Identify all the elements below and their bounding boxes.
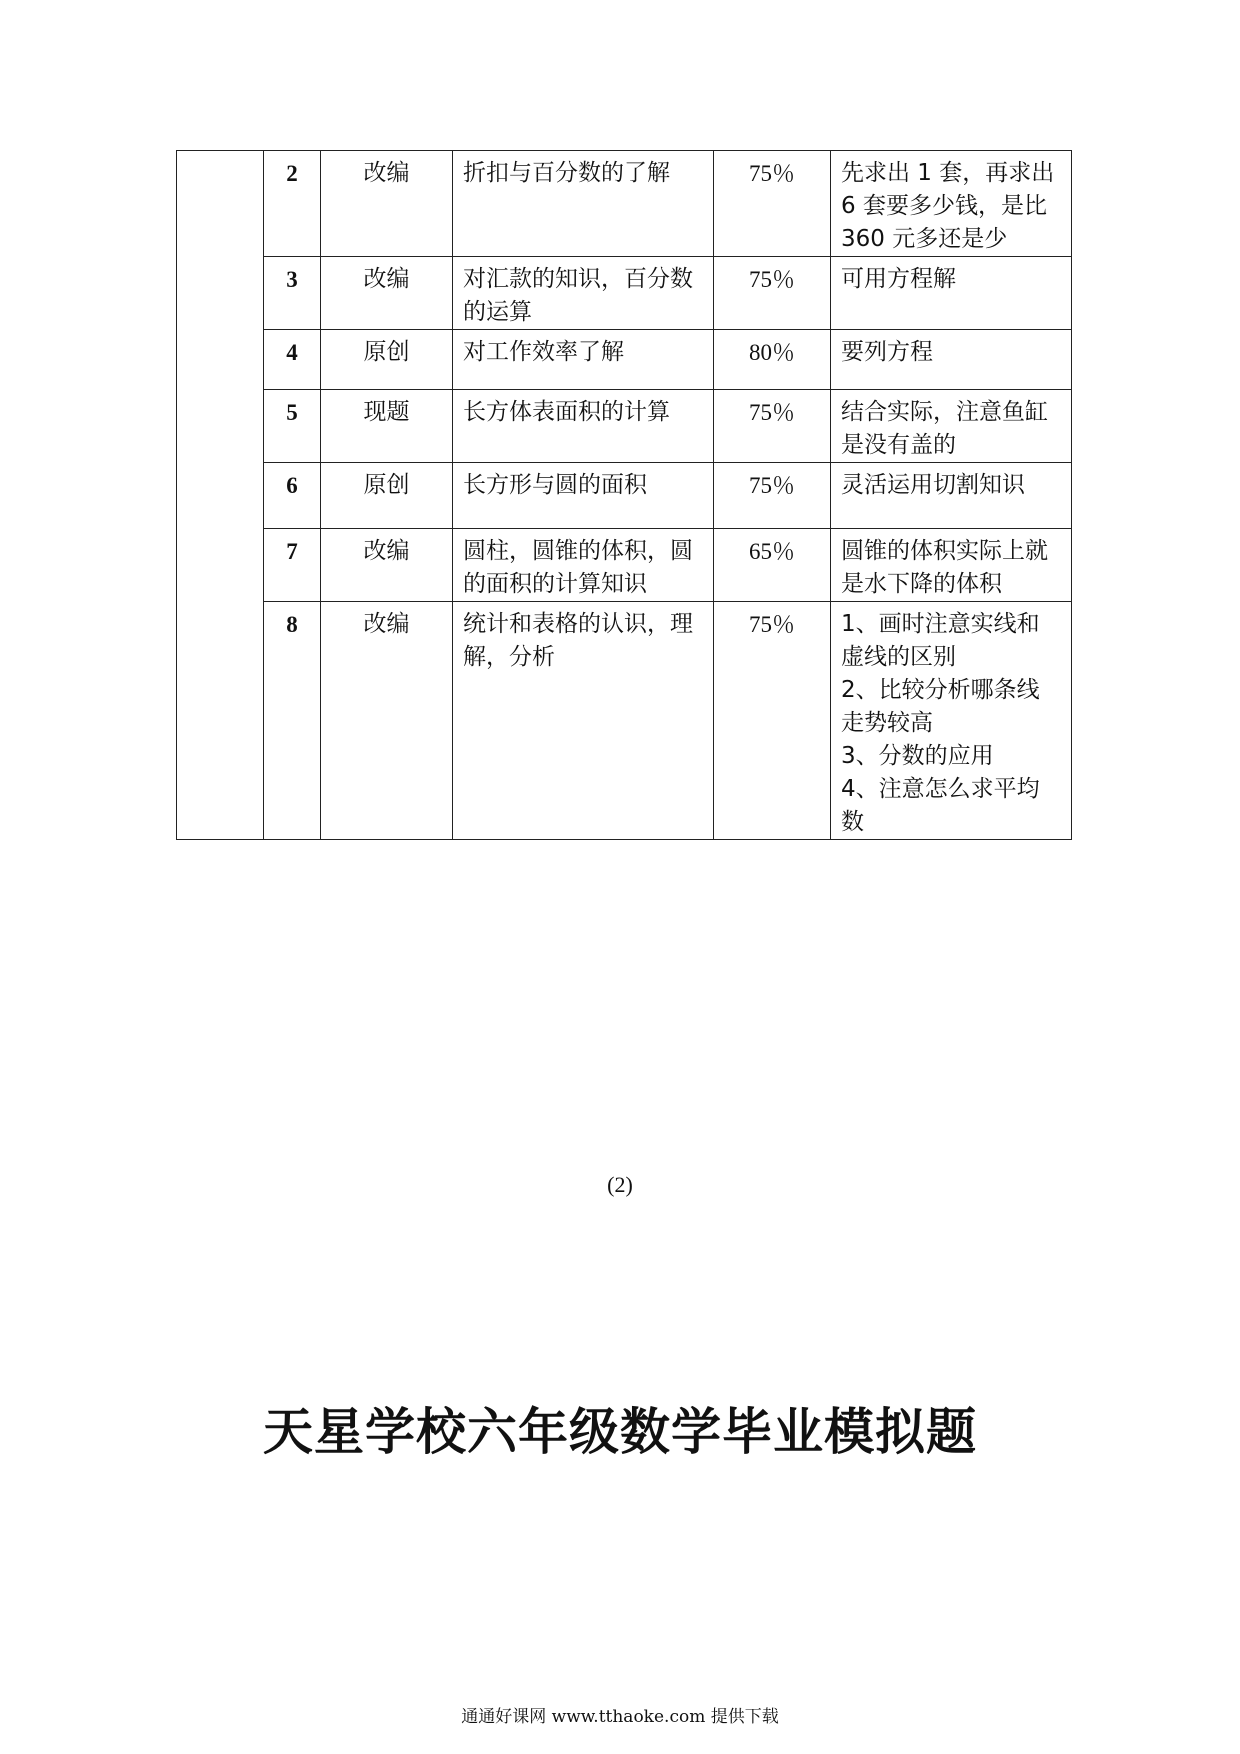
question-number: 5: [264, 390, 321, 463]
table-row: [177, 463, 1072, 529]
knowledge-point: 圆柱，圆锥的体积，圆的面积的计算知识: [453, 529, 714, 602]
question-type: 原创: [321, 330, 453, 390]
note-line: 1、画时注意实线和虚线的区别: [841, 611, 1040, 670]
knowledge-point: 对汇款的知识，百分数的运算: [453, 257, 714, 330]
question-number: 7: [264, 529, 321, 602]
question-number: 8: [264, 602, 321, 840]
expected-rate: 75％: [714, 602, 831, 840]
knowledge-point: 长方形与圆的面积: [453, 463, 714, 529]
question-number: 2: [264, 151, 321, 257]
expected-rate: 75％: [714, 257, 831, 330]
footer-source: 通通好课网 www.tthaoke.com 提供下载: [461, 1707, 779, 1727]
question-type: 改编: [321, 257, 453, 330]
expected-rate: 75％: [714, 390, 831, 463]
teaching-note: 圆锥的体积实际上就是水下降的体积: [831, 529, 1072, 602]
table-row: [177, 390, 1072, 463]
page-number: (2): [607, 1172, 633, 1197]
expected-rate: 65％: [714, 529, 831, 602]
knowledge-point: 统计和表格的认识，理解，分析: [453, 602, 714, 840]
expected-rate: 75％: [714, 151, 831, 257]
expected-rate: 80％: [714, 330, 831, 390]
table-row: [177, 151, 1072, 257]
merged-section-cell: [177, 151, 264, 840]
teaching-note: 结合实际，注意鱼缸是没有盖的: [831, 390, 1072, 463]
question-type: 原创: [321, 463, 453, 529]
analysis-table: [176, 150, 1072, 840]
table-row: [177, 602, 1072, 840]
expected-rate: 75％: [714, 463, 831, 529]
knowledge-point: 折扣与百分数的了解: [453, 151, 714, 257]
question-type: 现题: [321, 390, 453, 463]
question-number: 6: [264, 463, 321, 529]
table-row: [177, 330, 1072, 390]
note-line: 4、注意怎么求平均数: [841, 776, 1040, 835]
note-line: 3、分数的应用: [841, 743, 994, 769]
knowledge-point: 长方体表面积的计算: [453, 390, 714, 463]
table-row: [177, 257, 1072, 330]
teaching-note: 灵活运用切割知识: [831, 463, 1072, 529]
question-type: 改编: [321, 151, 453, 257]
question-number: 4: [264, 330, 321, 390]
teaching-note: 先求出 1 套，再求出 6 套要多少钱，是比 360 元多还是少: [831, 151, 1072, 257]
knowledge-point: 对工作效率了解: [453, 330, 714, 390]
teaching-note: 要列方程: [831, 330, 1072, 390]
teaching-note: [831, 602, 1072, 840]
note-line: 2、比较分析哪条线走势较高: [841, 677, 1040, 736]
question-number: 3: [264, 257, 321, 330]
table-row: [177, 529, 1072, 602]
question-type: 改编: [321, 529, 453, 602]
question-type: 改编: [321, 602, 453, 840]
exam-title: 天星学校六年级数学毕业模拟题: [263, 1402, 977, 1461]
teaching-note: 可用方程解: [831, 257, 1072, 330]
